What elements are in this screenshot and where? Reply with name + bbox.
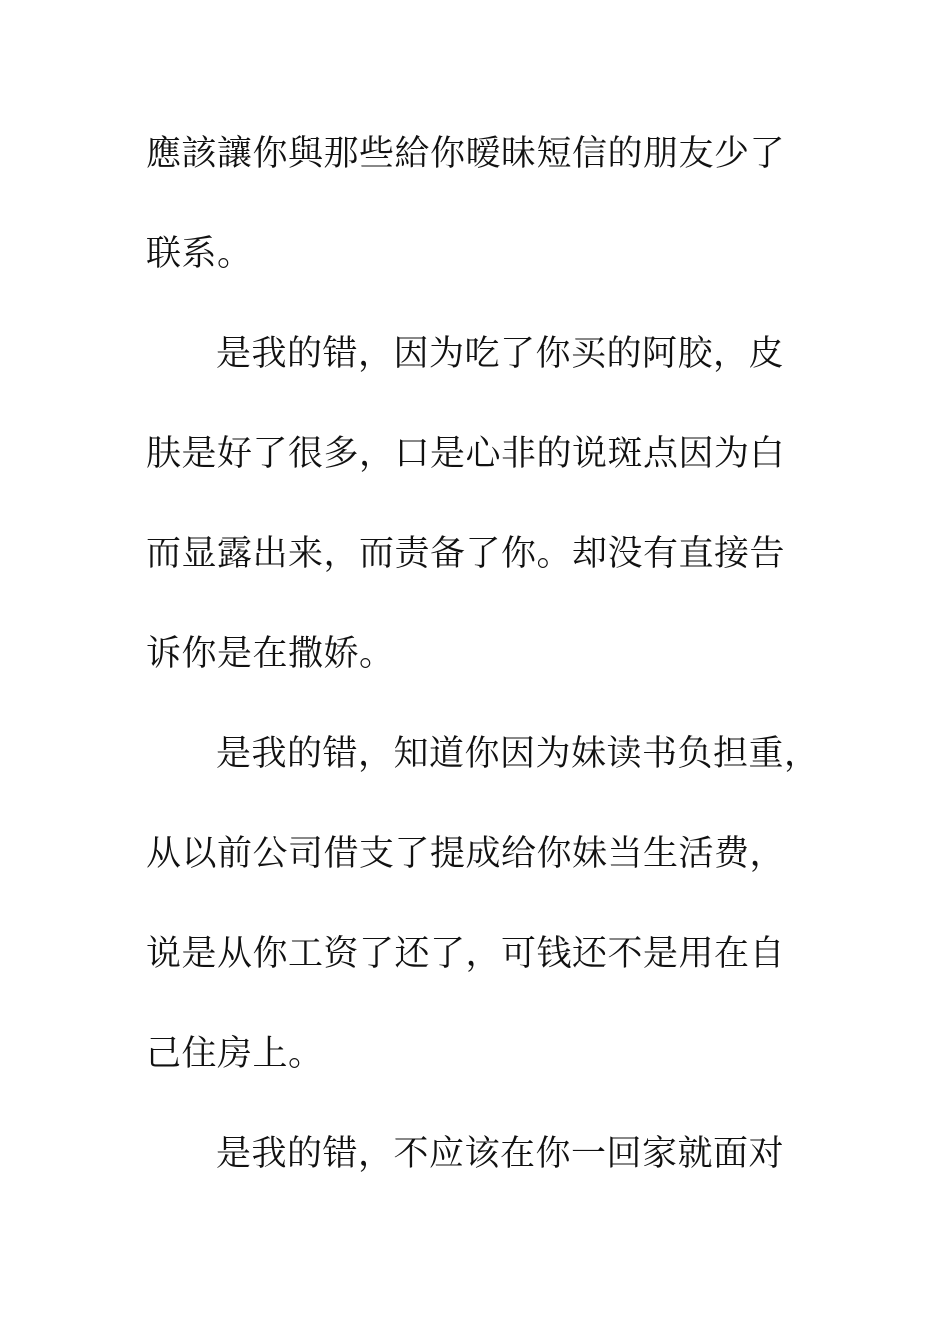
paragraph-line: 肤是好了很多，口是心非的说斑点因为白 xyxy=(146,434,786,474)
paragraph-line: 诉你是在撒娇。 xyxy=(146,634,395,674)
paragraph-line: 联系。 xyxy=(146,234,253,274)
paragraph-line: 是我的错，知道你因为妹读书负担重， xyxy=(216,734,820,774)
paragraph-line: 而显露出来，而责备了你。却没有直接告 xyxy=(146,534,786,574)
paragraph-line: 是我的错，不应该在你一回家就面对 xyxy=(216,1134,785,1174)
paragraph-line: 應該讓你與那些給你暧昧短信的朋友少了 xyxy=(146,134,786,174)
paragraph-line: 是我的错，因为吃了你买的阿胶，皮 xyxy=(216,334,785,374)
paragraph-line: 从以前公司借支了提成给你妹当生活费， xyxy=(146,834,786,874)
paragraph-line: 说是从你工资了还了，可钱还不是用在自 xyxy=(146,934,786,974)
paragraph-line: 己住房上。 xyxy=(146,1034,324,1074)
